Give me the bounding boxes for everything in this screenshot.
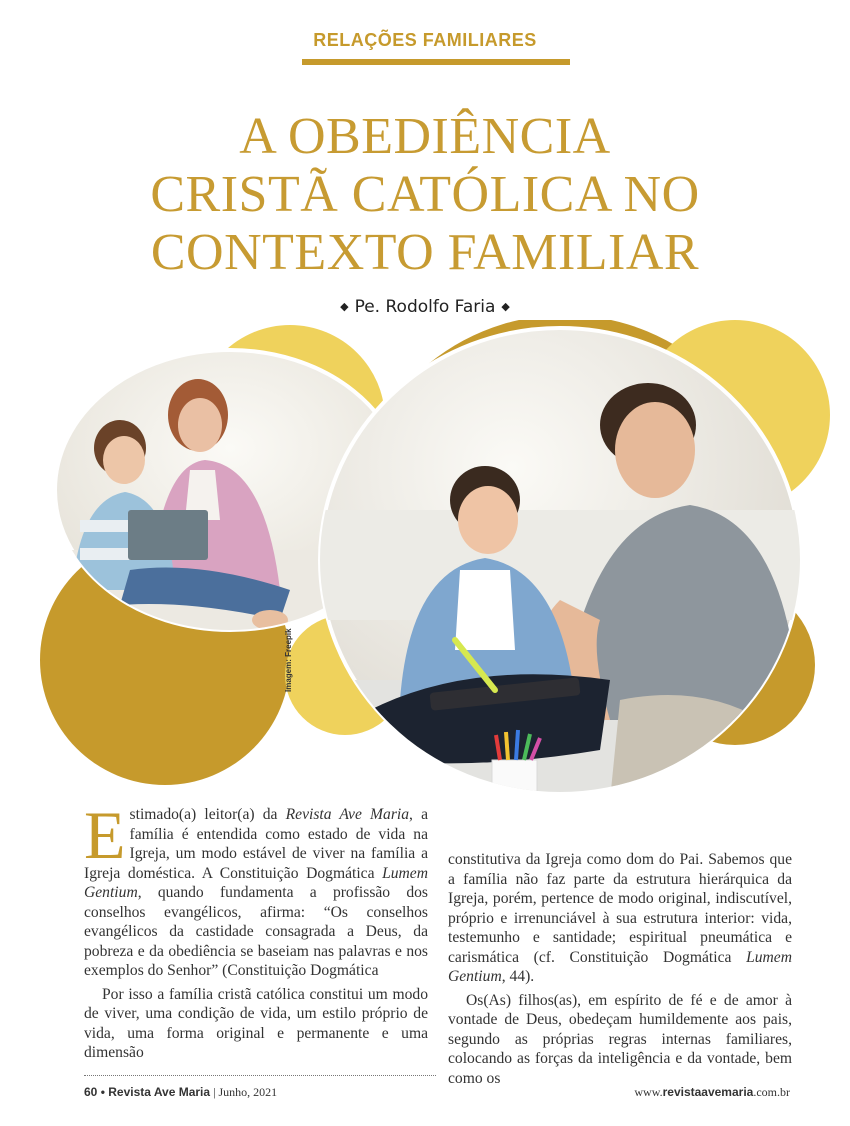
footer-folio: 60 • Revista Ave Maria | Junho, 2021 <box>84 1085 278 1099</box>
footer-url[interactable]: www.revistaavemaria.com.br <box>634 1085 790 1099</box>
drop-cap: E <box>84 797 126 873</box>
section-rule <box>302 59 570 65</box>
diamond-icon: ◆ <box>340 300 349 313</box>
magazine-name: Revista Ave Maria <box>108 1085 211 1099</box>
article-column-1 <box>84 797 428 1063</box>
paragraph-3: constitutiva da Igreja como dom do Pai. Sabemos que a família não faz parte da estrutura hierárquica da Igreja, porém, pertence de modo original, indiscutível, próprio e irrenunciável à sua estrutura interior: vida, testemunho e santidade; espiritual pneumática e carismática (cf. Constituição Dogmática Lumem Gentium, 44). <box>448 851 792 985</box>
page-number: 60 <box>84 1085 98 1099</box>
byline <box>0 297 850 317</box>
title-line-3: CONTEXTO FAMILIAR <box>150 224 700 281</box>
paragraph-2: Por isso a família cristã católica constitui um modo de viver, uma condição de vida, um estilo próprio de vida, uma forma original e permanente e uma dimensão <box>84 985 428 1061</box>
paragraph-1: Estimado(a) leitor(a) da Revista Ave Maria, a família é entendida como estado de vida na Igreja, um modo estável de viver na família a Igreja doméstica. A Constituição Dogmática Lumem Gentium, quando fundamenta a profissão dos conselhos evangélicos, afirma: “Os conselhos evangélicos da castidade consagrada a Deus, da pobreza e da obediência se baseiam nas palavras e nos exemplos do Senhor” (Constituição Dogmática <box>84 797 428 979</box>
paragraph-4: Os(As) filhos(as), em espírito de fé e de amor à vontade de Deus, obedeçam humildemente aos pais, segundo as próprias regras internas familiares, colocando as forças da inteligência e da vontade, bem como os <box>448 991 792 1087</box>
issue-date: Junho, 2021 <box>218 1085 278 1099</box>
article-title <box>0 108 850 282</box>
author-name: Pe. Rodolfo Faria <box>354 297 496 317</box>
title-line-1: A OBEDIÊNCIA <box>239 108 611 165</box>
title-line-2: CRISTÃ CATÓLICA NO <box>150 166 700 223</box>
article-column-2 <box>448 850 792 1088</box>
photo-credit: Imagem: Freepik <box>284 628 293 692</box>
section-label: RELAÇÕES FAMILIARES <box>313 30 537 50</box>
diamond-icon: ◆ <box>501 300 510 313</box>
footer-rule <box>84 1075 436 1076</box>
family-photo-illustration <box>0 320 850 800</box>
